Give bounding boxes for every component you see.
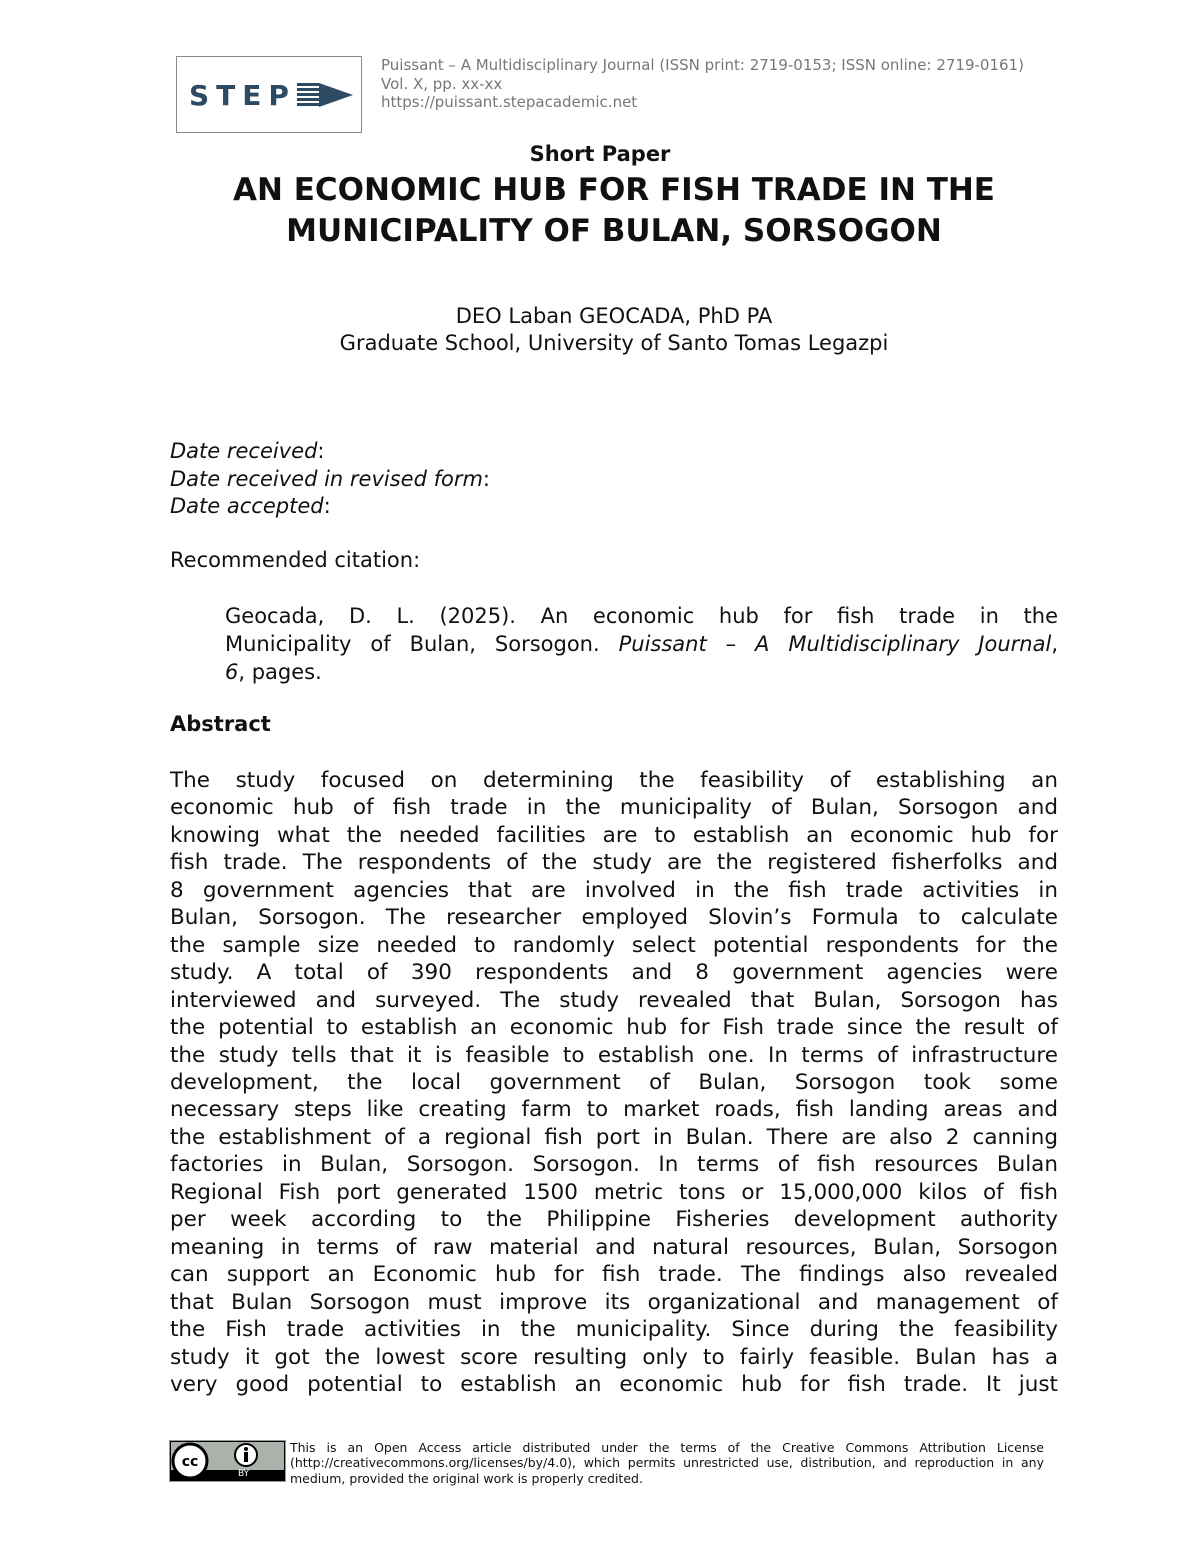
creative-commons-icon <box>170 1441 285 1481</box>
license-line: This is an Open Access article distributed under the terms of the Creative Commons Attribution License <box>290 1440 1044 1455</box>
abstract-line: meaning in terms of raw material and natural resources, Bulan, Sorsogon <box>170 1234 1058 1260</box>
abstract-line: per week according to the Philippine Fisheries development authority <box>170 1207 1058 1233</box>
title-line: AN ECONOMIC HUB FOR FISH TRADE IN THE <box>233 172 995 208</box>
abstract-line: study it got the lowest score resulting only to fairly feasible. Bulan has a <box>170 1344 1058 1370</box>
dates-block <box>170 438 490 521</box>
citation-label: Recommended citation: <box>170 548 421 572</box>
abstract-line: necessary steps like creating farm to market roads, fish landing areas and <box>170 1097 1058 1123</box>
abstract-line: very good potential to establish an economic hub for fish trade. It just <box>170 1371 1058 1397</box>
citation-line: 6, pages. <box>225 659 322 684</box>
step-logo <box>176 56 362 133</box>
abstract-line: the Fish trade activities in the municipality. Since during the feasibility <box>170 1317 1058 1343</box>
abstract-body <box>170 767 1058 1398</box>
date-revised: Date received in revised form: <box>170 466 490 491</box>
license-line: (http://creativecommons.org/licenses/by/4.0), which permits unrestricted use, distribution, and reproduction in any <box>290 1455 1044 1471</box>
abstract-line: the potential to establish an economic hub for Fish trade since the result of <box>170 1015 1058 1041</box>
abstract-line: The study focused on determining the feasibility of establishing an <box>170 768 1058 793</box>
author-block <box>0 303 1200 357</box>
cc-by-badge <box>169 1440 286 1482</box>
abstract-line: 8 government agencies that are involved in the fish trade activities in <box>170 877 1058 903</box>
abstract-line: the establishment of a regional fish port in Bulan. There are also 2 canning <box>170 1124 1058 1150</box>
abstract-line: fish trade. The respondents of the study are the registered fisherfolks and <box>170 850 1058 876</box>
page-title <box>0 170 1200 252</box>
abstract-line: interviewed and surveyed. The study revealed that Bulan, Sorsogon has <box>170 987 1058 1013</box>
title-line: MUNICIPALITY OF BULAN, SORSOGON <box>286 213 942 249</box>
abstract-line: study. A total of 390 respondents and 8 government agencies were <box>170 960 1058 986</box>
arrow-icon <box>297 83 353 109</box>
abstract-line: the sample size needed to randomly select potential respondents for the <box>170 932 1058 958</box>
abstract-line: economic hub of fish trade in the municipality of Bulan, Sorsogon and <box>170 795 1058 821</box>
author-name: DEO Laban GEOCADA, PhD PA <box>455 304 773 328</box>
date-received: Date received: <box>170 439 325 463</box>
abstract-line: the study tells that it is feasible to establish one. In terms of infrastructure <box>170 1042 1058 1068</box>
abstract-line: Regional Fish port generated 1500 metric tons or 15,000,000 kilos of fish <box>170 1179 1058 1205</box>
affiliation: Graduate School, University of Santo Tomas Legazpi <box>339 331 889 355</box>
journal-url[interactable]: https://puissant.stepacademic.net <box>381 93 638 111</box>
logo-text: STEP <box>189 79 296 112</box>
abstract-line: development, the local government of Bulan, Sorsogon took some <box>170 1069 1058 1095</box>
abstract-line: factories in Bulan, Sorsogon. Sorsogon. In terms of fish resources Bulan <box>170 1152 1058 1178</box>
abstract-heading: Abstract <box>170 712 271 736</box>
volume-info: Vol. X, pp. xx-xx <box>381 74 503 93</box>
abstract-line: Bulan, Sorsogon. The researcher employed Slovin’s Formula to calculate <box>170 905 1058 931</box>
by-label: BY <box>238 1469 250 1479</box>
abstract-line: knowing what the needed facilities are to establish an economic hub for <box>170 822 1058 848</box>
abstract-line: that Bulan Sorsogon must improve its organizational and management of <box>170 1289 1058 1315</box>
citation-text <box>225 603 1058 686</box>
citation-line: Geocada, D. L. (2025). An economic hub for fish trade in the <box>225 604 1058 628</box>
journal-header <box>381 56 1024 112</box>
journal-name: Puissant – A Multidisciplinary Journal (ISSN print: 2719-0153; ISSN online: 2719-0161) <box>381 56 1024 74</box>
license-line: medium, provided the original work is properly credited. <box>290 1470 643 1486</box>
license-text <box>290 1440 1044 1486</box>
paper-type: Short Paper <box>529 142 671 166</box>
svg-text:cc: cc <box>181 1454 199 1470</box>
date-accepted: Date accepted: <box>170 494 331 518</box>
citation-line: Municipality of Bulan, Sorsogon. Puissant – A Multidisciplinary Journal, <box>225 631 1058 656</box>
abstract-line: can support an Economic hub for fish trade. The findings also revealed <box>170 1262 1058 1288</box>
